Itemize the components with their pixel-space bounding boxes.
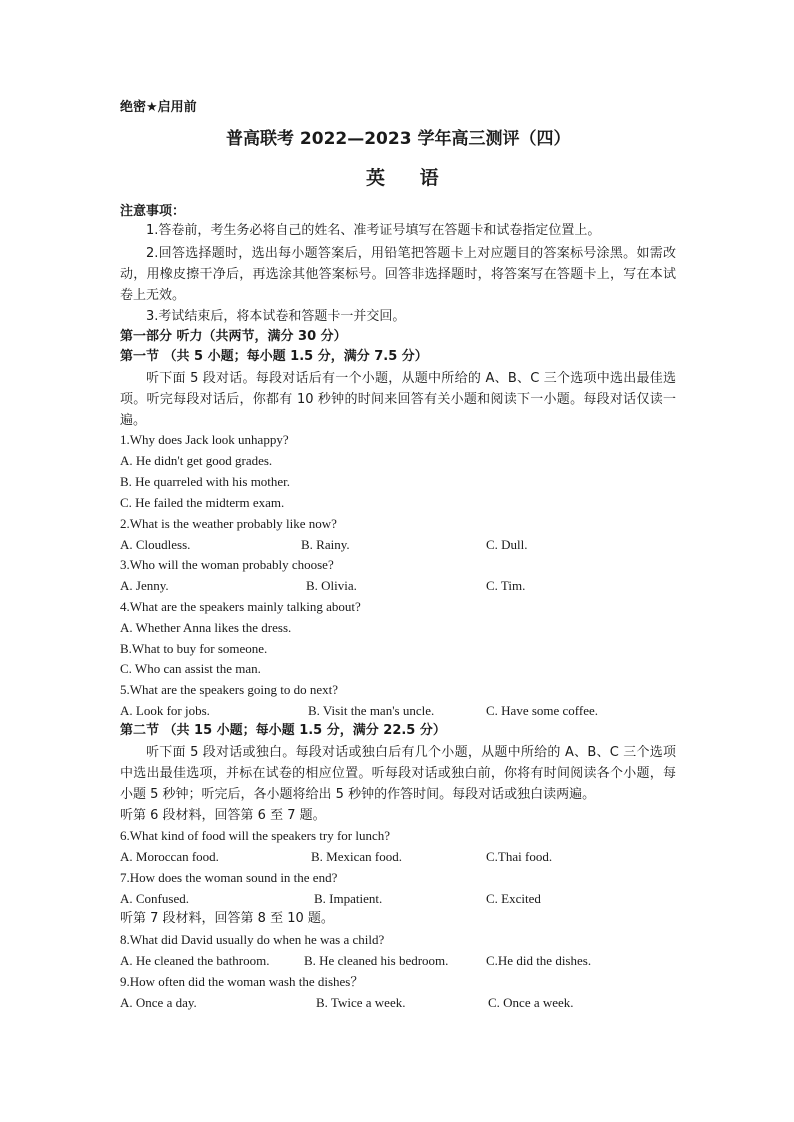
question-9-option-c: C. Once a week.: [488, 995, 574, 1010]
section1-instructions: 听下面 5 段对话。每段对话后有一个小题，从题中所给的 A、B、C 三个选项中选出最佳选项。听完每段对话后，你都有 10 秒钟的时间来回答有关小题和阅读下一小题。每段对话仅读一遍。: [120, 371, 676, 428]
section1-heading: 第一节 （共 5 小题；每小题 1.5 分，满分 7.5 分）: [120, 349, 428, 364]
question-3-option-a: A. Jenny.: [120, 578, 169, 593]
material-6-prompt: 听第 6 段材料，回答第 6 至 7 题。: [120, 808, 326, 823]
question-4-option-c: C. Who can assist the man.: [120, 661, 261, 676]
question-6-option-c: C.Thai food.: [486, 849, 553, 864]
question-3-option-b: B. Olivia.: [306, 578, 357, 593]
question-9-option-a: A. Once a day.: [120, 995, 197, 1010]
question-2-option-c: C. Dull.: [486, 537, 528, 552]
question-3-stem: 3.Who will the woman probably choose?: [120, 557, 334, 572]
question-2-option-a: A. Cloudless.: [120, 537, 191, 552]
question-5-option-a: A. Look for jobs.: [120, 703, 210, 718]
question-8-stem: 8.What did David usually do when he was a child?: [120, 932, 385, 947]
question-4-option-b: B.What to buy for someone.: [120, 641, 268, 656]
question-6-stem: 6.What kind of food will the speakers try for lunch?: [120, 828, 391, 843]
question-8-option-c: C.He did the dishes.: [486, 953, 592, 968]
material-7-prompt: 听第 7 段材料，回答第 8 至 10 题。: [120, 911, 334, 926]
question-6-option-b: B. Mexican food.: [311, 849, 402, 864]
question-7-option-a: A. Confused.: [120, 891, 189, 906]
question-1-stem: 1.Why does Jack look unhappy?: [120, 432, 289, 447]
note-item-2: 2.回答选择题时，选出每小题答案后，用铅笔把答题卡上对应题目的答案标号涂黑。如需改动，用橡皮擦干净后，再选涂其他答案标号。回答非选择题时，将答案写在答题卡上，写在本试卷上无效。: [120, 246, 676, 303]
note-item-3: 3.考试结束后，将本试卷和答题卡一并交回。: [146, 309, 406, 324]
question-1-option-b: B. He quarreled with his mother.: [120, 474, 291, 489]
question-9-stem: 9.How often did the woman wash the dishes？: [120, 974, 364, 989]
question-3-option-c: C. Tim.: [486, 578, 526, 593]
part1-heading: 第一部分 听力（共两节，满分 30 分）: [120, 329, 347, 344]
question-1-option-c: C. He failed the midterm exam.: [120, 495, 285, 510]
section2-instructions: 听下面 5 段对话或独白。每段对话或独白后有几个小题，从题中所给的 A、B、C 三个选项中选出最佳选项，并标在试卷的相应位置。听每段对话或独白前，你将有时间阅读各个小题，每小题 5 秒钟；听完后，各小题将给出 5 秒钟的作答时间。每段对话或独白读两遍。: [120, 745, 676, 802]
question-8-option-a: A. He cleaned the bathroom.: [120, 953, 270, 968]
question-5-stem: 5.What are the speakers going to do next?: [120, 682, 339, 697]
question-7-option-b: B. Impatient.: [314, 891, 383, 906]
question-2-option-b: B. Rainy.: [301, 537, 350, 552]
confidential-label: 绝密★启用前: [120, 100, 197, 115]
question-1-option-a: A. He didn't get good grades.: [120, 453, 273, 468]
question-7-stem: 7.How does the woman sound in the end?: [120, 870, 338, 885]
question-7-option-c: C. Excited: [486, 891, 541, 906]
subject-title: 英 语: [366, 167, 453, 189]
exam-title: 普高联考 2022—2023 学年高三测评（四）: [226, 129, 571, 149]
question-6-option-a: A. Moroccan food.: [120, 849, 219, 864]
question-4-stem: 4.What are the speakers mainly talking about?: [120, 599, 361, 614]
note-item-1: 1.答卷前，考生务必将自己的姓名、准考证号填写在答题卡和试卷指定位置上。: [146, 223, 601, 238]
question-2-stem: 2.What is the weather probably like now?: [120, 516, 337, 531]
notes-heading: 注意事项：: [120, 204, 186, 219]
question-4-option-a: A. Whether Anna likes the dress.: [120, 620, 292, 635]
question-5-option-b: B. Visit the man's uncle.: [308, 703, 435, 718]
question-8-option-b: B. He cleaned his bedroom.: [304, 953, 449, 968]
section2-heading: 第二节 （共 15 小题；每小题 1.5 分，满分 22.5 分）: [120, 723, 446, 738]
question-9-option-b: B. Twice a week.: [316, 995, 406, 1010]
question-5-option-c: C. Have some coffee.: [486, 703, 599, 718]
